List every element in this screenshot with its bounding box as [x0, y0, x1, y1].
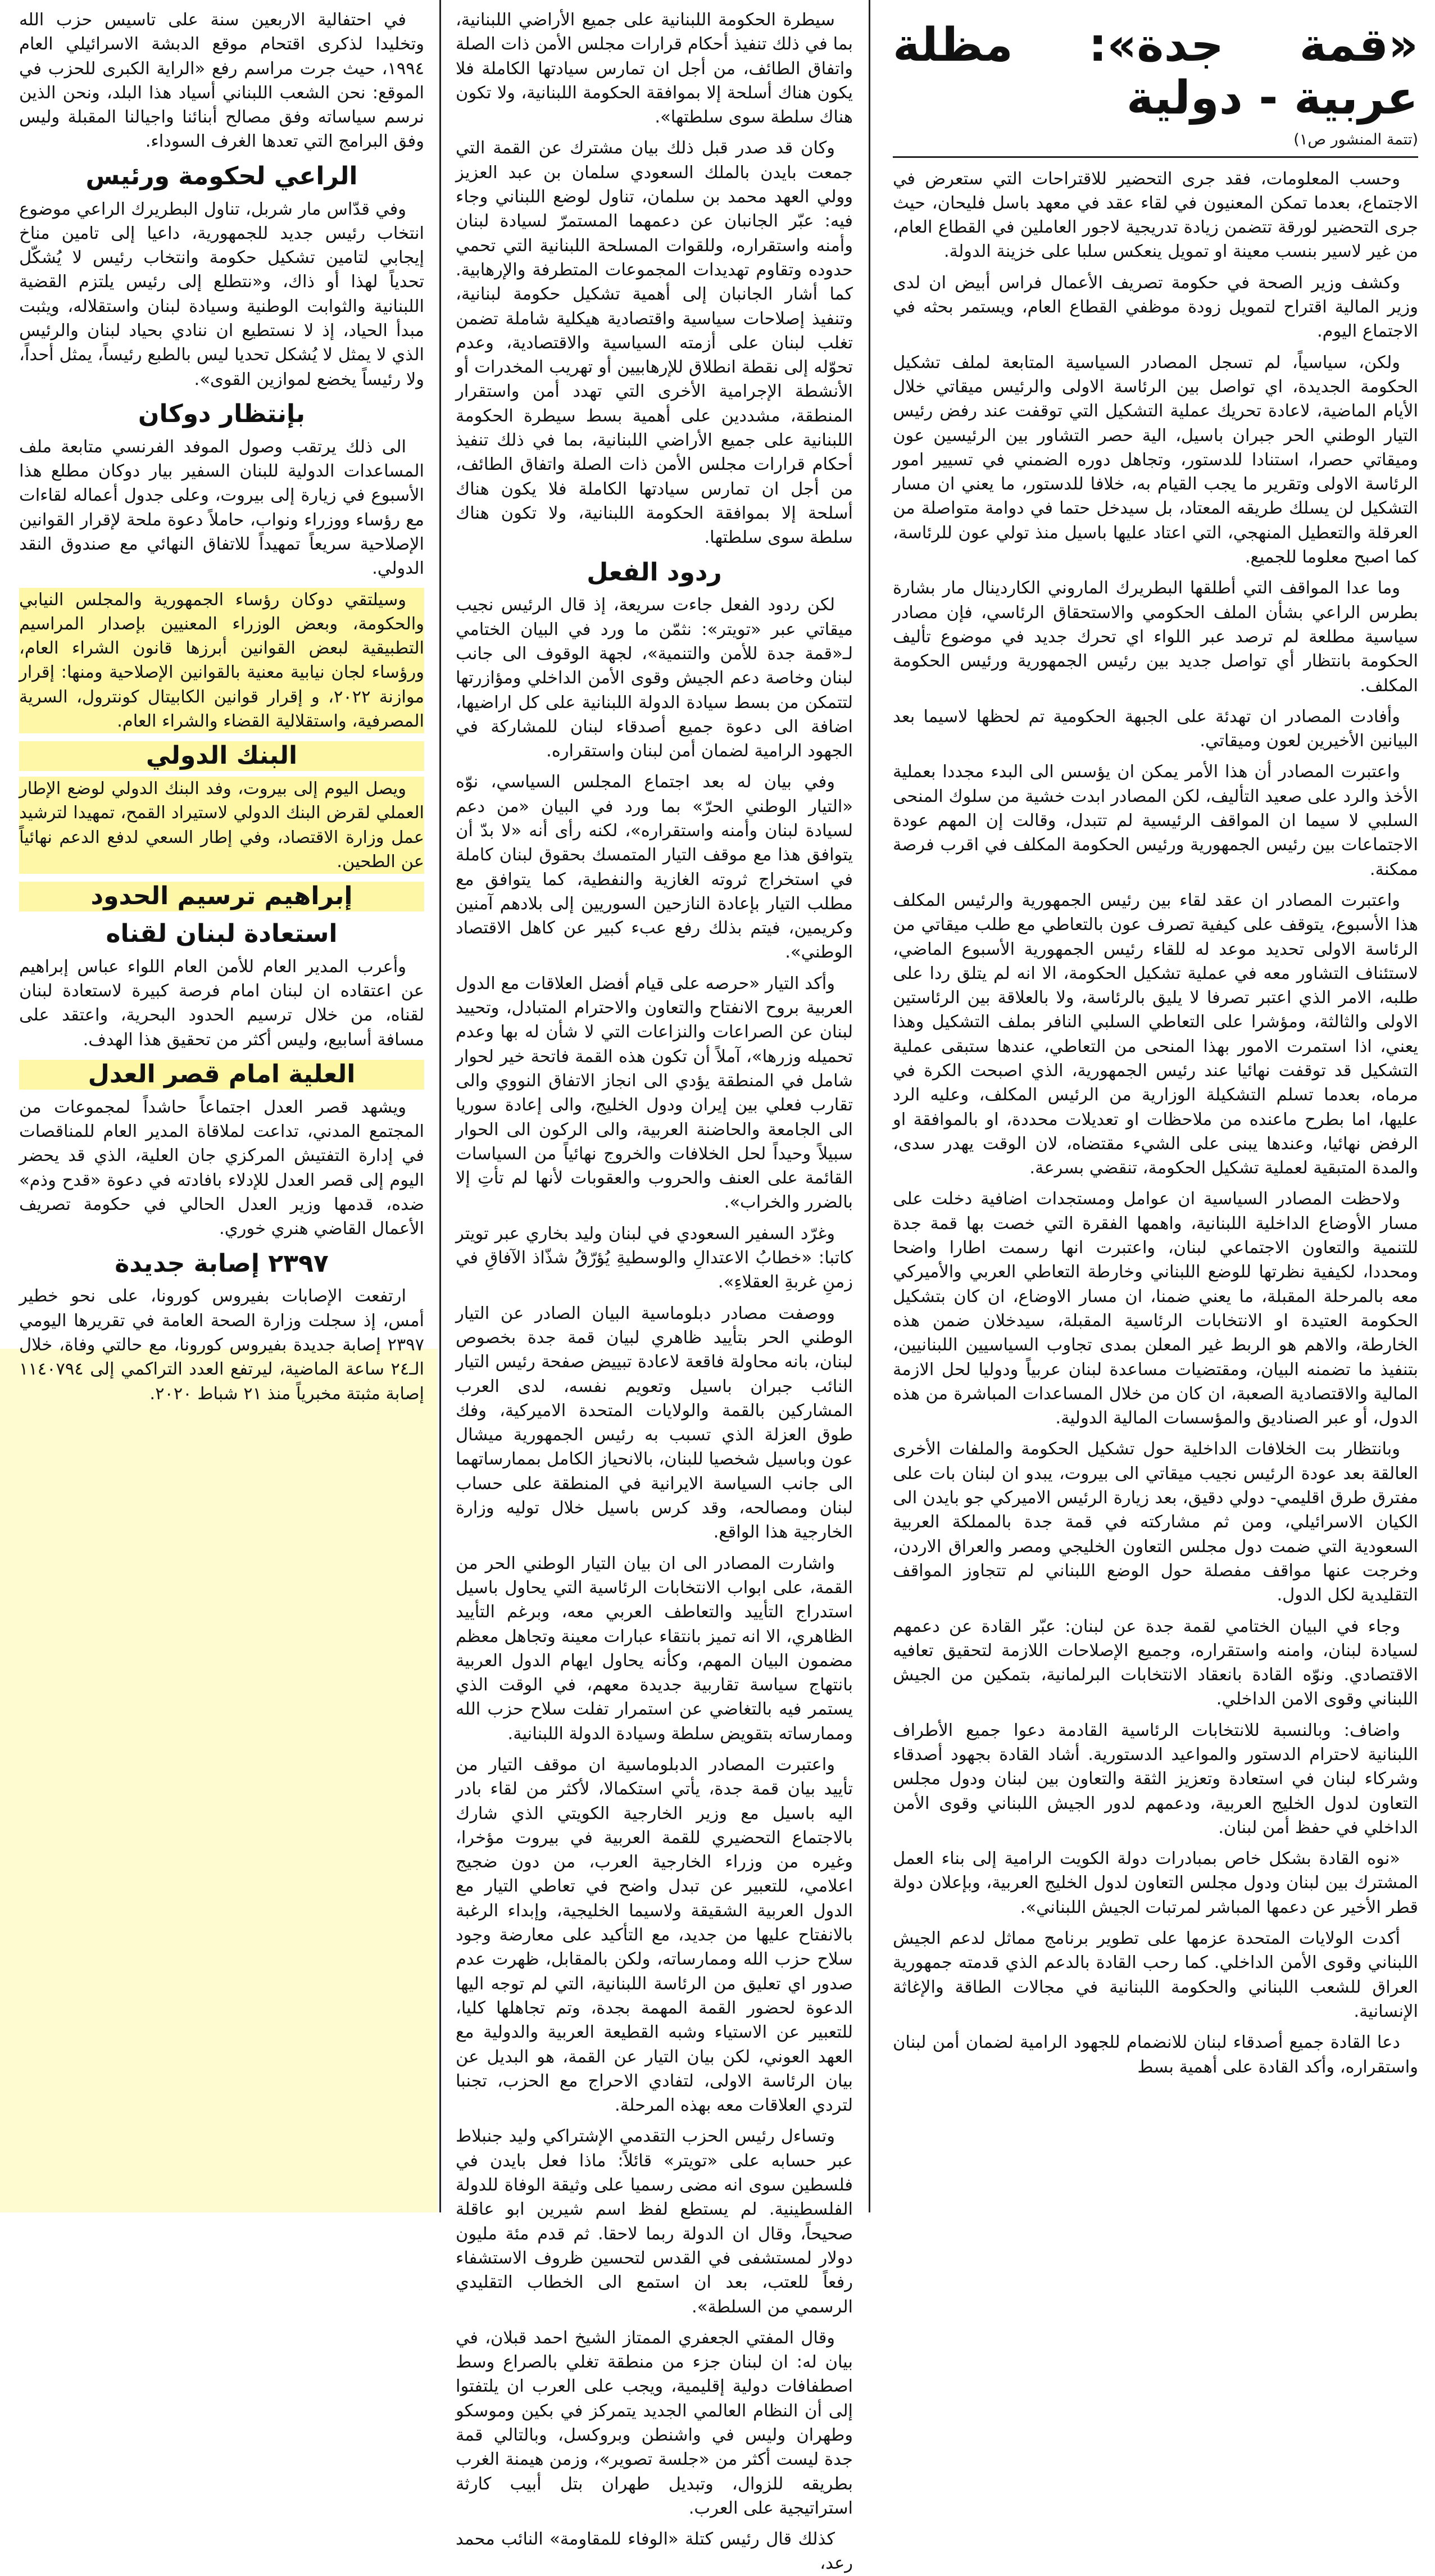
paragraph: الى ذلك يرتقب وصول الموفد الفرنسي متابعة ملف المساعدات الدولية للبنان السفير بيار دوكان مطلع هذا الأسبوع في زيارة إلى بيروت، وعلى جدول أعماله لقاءات مع رؤساء ووزراء ونواب، حاملاً دعوة ملحة لإقرار القوانين الإصلاحية سريعاً تمهيداً للاتفاق النهائي مع صندوق النقد الدولي. — [19, 437, 424, 579]
column-right — [869, 0, 1435, 2212]
paragraph: واشارت المصادر الى ان بيان التيار الوطني الحر من القمة، على ابواب الانتخابات الرئاسية التي يحاول باسيل استدراج التأييد والتعاطف العربي معه، وبرغم التأييد الظاهري، الا انه تميز بانتقاء عبارات معينة وتجاهل معظم مضمون البيان المهم، وكأنه يحاول ايهام الدول العربية بانتهاج سياسة تقاربية جديدة معهم، في الوقت الذي يستمر فيه بالتغاضي عن استمرار تفلت سلاح حزب الله وممارساته بتقويض سلطة وسيادة الدولة اللبنانية. — [456, 1553, 853, 1744]
headline: «قمة جدة»: مظلة عربية - دولية — [893, 19, 1418, 125]
paragraph: واعتبرت المصادر ان عقد لقاء بين رئيس الجمهورية والرئيس المكلف هذا الأسبوع، يتوقف على كيفية تصرف عون بالتعاطي مع طلب ميقاتي من الرئاسة الاولى تحديد موعد له للقاء رئيس الجمهورية الأسبوع الماضي، لاستئناف التشاور معه في عملية تشكيل الحكومة، الا انه لم يتلق ردا على طلبه، الامر الذي اعتبر تصرفا لا يليق بالرئاسة، ولا بالعلاقة بين الرئاستين الاولى والثالثة، ومؤشرا على التعاطي السلبي النافر بملف التشكيل وهذا يعني، اذا استمرت الامور بهذا المنحى من التعاطي، عندها ستبقى عملية التشكيل قد توقفت نهائيا عند رئيس الجمهورية، الذي اصبحت الكرة في مرماه، بعدما تسلم التشكيلة الوزارية من الرئيس المكلف، وعليه الرد عليها، اما بطرح ماعنده من ملاحظات او تعديلات محددة، او بالموافقة او الرفض نهائيا، وعندها يبنى على الشيء مقتضاه، لان الوقت يهدر سدى، والمدة المتبقية لعملية تشكيل الحكومة، تنقضي بسرعة. — [893, 890, 1418, 1178]
subheading-ducan: بإنتظار دوكان — [138, 399, 306, 428]
paragraph: وأعرب المدير العام للأمن العام اللواء عباس إبراهيم عن اعتقاده ان لبنان امام فرصة كبيرة لاستعادة لبنان لقناه، من خلال ترسيم الحدود البحرية، واعتقد على مسافة أسابيع، وليس أكثر من تحقيق هذا الهدف. — [19, 956, 424, 1050]
paragraph: وكشف وزير الصحة في حكومة تصريف الأعمال فراس أبيض ان لدى وزير المالية اقتراح لتمويل زودة موظفي القطاع العام، ويستمر بحثه في الاجتماع اليوم. — [893, 273, 1418, 342]
highlight-blank-area — [0, 1349, 438, 2212]
paragraph: وفي قدّاس مار شربل، تناول البطريرك الراعي موضوع انتخاب رئيس جديد للجمهورية، داعيا إلى تامين مناخ إيجابي لتامين تشكيل حكومة وانتخاب رئيس لا يُشكّل تحدياً لهذا أو ذاك، و«نتطلع إلى رئيس يلتزم القضية اللبنانية والثوابت الوطنية وسيادة لبنان واستقلاله، ويثبت مبدأ الحياد، إذ لا نستطيع ان ننادي بحياد لبنان والرئيس الذي لا يمثل لا يُشكل تحديا ليس بالطبع رئيساً، يمثل أحداً، ولا رئيساً يخضع لموازين القوى». — [19, 199, 424, 389]
paragraph: ارتفعت الإصابات بفيروس كورونا، على نحو خطير أمس، إذ سجلت وزارة الصحة العامة في تقريرها اليومي ٢٣٩٧ إصابة جديدة بفيروس كورونا، مع حالتي وفاة، خلال الـ٢٤ ساعة الماضية، ليرتفع العدد التراكمي إلى ١١٤٠٧٩٤ إصابة مثبتة مخبرياً منذ ٢١ شباط ٢٠٢٠. — [19, 1286, 424, 1404]
paragraph: واضاف: وبالنسبة للانتخابات الرئاسية القادمة دعوا جميع الأطراف اللبنانية لاحترام الدستور والمواعيد الدستورية. أشاد القادة بجهود أصدقاء وشركاء لبنان في استعادة وتعزيز الثقة والتعاون بين لبنان ودول مجلس التعاون لدول الخليج العربية، ودعمهم لدور الجيش اللبناني وقوى الأمن الداخلي في حفظ أمن لبنان. — [893, 1720, 1418, 1838]
paragraph: وسيلتقي دوكان رؤساء الجمهورية والمجلس النيابي والحكومة، وبعض الوزراء المعنيين بإصدار المراسيم التطبيقية لبعض القوانين أبرزها قانون الشراء العام، ورؤساء لجان نيابية معنية بالقوانين الإصلاحية ومنها: إقرار موازنة ٢٠٢٢، و إقرار قوانين الكابيتال كونترول، السرية المصرفية، واستقلالية القضاء والشراء العام. — [19, 588, 424, 734]
paragraph: كذلك قال رئيس كتلة «الوفاء للمقاومة» النائب محمد رعد، — [456, 2529, 853, 2574]
paragraph: أكدت الولايات المتحدة عزمها على تطوير برنامج مماثل لدعم الجيش اللبناني وقوى الأمن الداخلي. كما رحب القادة بالدعم الذي قدمته جمهورية العراق للشعب اللبناني والحكومة اللبنانية في مجالات الطاقة والإغاثة الإنسانية. — [893, 1929, 1418, 2021]
paragraph: في احتفالية الاربعين سنة على تاسيس حزب الله وتخليدا لذكرى اقتحام موقع الدبشة الاسرائيلي العام ١٩٩٤، حيث جرت مراسم رفع «الراية الكبرى للحزب في الموقع: نحن الشعب اللبناني أسياد هذا البلد، ونحن الذين نرسم سياساته وفق مصالح أبنائنا واجيالنا المقبلة وليس وفق البرامج التي تعدها الغرف السوداء. — [19, 10, 424, 152]
paragraph: «نوه القادة بشكل خاص بمبادرات دولة الكويت الرامية إلى بناء العمل المشترك بين لبنان ودول مجلس التعاون لدول الخليج العربية، وبإعلان دولة قطر الأخير عن دعمها المباشر لمرتبات الجيش اللبناني». — [893, 1849, 1418, 1917]
paragraph: وقال المفتي الجعفري الممتاز الشيخ احمد قبلان، في بيان له: ان لبنان جزء من منطقة تغلي بالصراع وسط اصطفافات دولية إقليمية، ويجب على العرب ان يلتفتوا إلى أن النظام العالمي الجديد يتمركز في بكين وموسكو وطهران وليس في واشنطن وبروكسل، وبالتالي قمة جدة ليست أكثر من «جلسة تصوير»، وزمن هيمنة الغرب بطريقه للزوال، وتبديل طهران بتل أبيب كارثة استراتيجية على العرب. — [456, 2328, 853, 2518]
paragraph: وتساءل رئيس الحزب التقدمي الإشتراكي وليد جنبلاط عبر حسابه على «تويتر» قائلاً: ماذا فعل بايدن في فلسطين سوى انه مضى رسميا على وثيقة الوفاة للدولة الفلسطينية. لم يستطع لفظ اسم شيرين ابو عاقلة صحيحاً، وقال ان الدولة ربما لاحقا. ثم قدم مئة مليون دولار لمستشفى في القدس لتحسين ظروف الاستشفاء رفعاً للعتب، بعد ان استمع الى الخطاب التقليدي الرسمي من السلطة». — [456, 2126, 853, 2317]
subheading-covid: ٢٣٩٧ إصابة جديدة — [115, 1249, 329, 1278]
paragraph: وغرّد السفير السعودي في لبنان وليد بخاري عبر تويتر كاتبا: «خطابُ الاعتدالِ والوسطيةِ يُؤرّقُ شذّاذ الآفاقِ في زمنِ غربةِ العقلاءِ». — [456, 1223, 853, 1292]
paragraph: وجاء في البيان الختامي لقمة جدة عن لبنان: عبّر القادة عن دعمهم لسيادة لبنان، وامنه واستقراره، وجميع الإصلاحات اللازمة لتحقيق تعافيه الاقتصادي. ونوّه القادة بانعقاد الانتخابات البرلمانية، بتمكين من الجيش اللبناني وقوى الامن الداخلي. — [893, 1616, 1418, 1709]
paragraph: ووصفت مصادر دبلوماسية البيان الصادر عن التيار الوطني الحر بتأييد ظاهري لبيان قمة جدة بخصوص لبنان، بانه محاولة فاقعة لاعادة تبييض صفحة رئيس التيار النائب جبران باسيل وتعويم نفسه، لدى العرب المشاركين بالقمة والولايات المتحدة الاميركية، وفك طوق العزلة الذي تسبب به رئيس الجمهورية ميشال عون وباسيل شخصيا للبنان، بالانحياز الكامل بممارساتهما الى جانب السياسة الايرانية في المنطقة على حساب لبنان ومصالحه، وقد كرس باسيل خلال توليه وزارة الخارجية هذا الواقع. — [456, 1303, 853, 1543]
column-left — [0, 0, 438, 2212]
paragraph: واعتبرت المصادر أن هذا الأمر يمكن ان يؤسس الى البدء مجددا بعملية الأخذ والرد على صعيد التأليف، لكن المصادر ابدت خشية من سلوك المنحى السلبي لا سيما ان المواقف الرئيسية لم تتبدل، وقالت إن المهم عودة الاجتماعات بين رئيس الجمهورية ورئيس الحكومة المكلف في اقرب فرصة ممكنة. — [893, 762, 1418, 879]
paragraph: وأفادت المصادر ان تهدئة على الجبهة الحكومية تم لحظها لاسيما بعد البيانين الأخيرين لعون وميقاتي. — [893, 706, 1418, 751]
paragraph: وحسب المعلومات، فقد جرى التحضير للاقتراحات التي ستعرض في الاجتماع، بعدما تمكن المعنيون في لقاء عقد في معهد باسل فليحان، حيث جرى التحضير لورقة تتضمن زيادة تدريجية لاجور العاملين في القطاع العام، من غير لاسير بنسب معينة او تمويل ينعكس سلبا على خزينة الدولة. — [893, 169, 1418, 262]
paragraph: ولاحظت المصادر السياسية ان عوامل ومستجدات اضافية دخلت على مسار الأوضاع الداخلية اللبنانية، واهمها الفقرة التي خصت بها قمة جدة للتنمية والتعاون الاجتماعي لبنان، واعتبرت انها رسمت اطارا واضحا ومحددا، لكيفية نظرتها للوضع اللبناني وخارطة التعاطي العربي والأميركي معه بالمرحلة المقبلة، ما يعني ضمنا، ان مسار الاوضاع، ان كان بتشكيل الحكومة العتيدة او الانتخابات الرئاسية المقبلة، سيدخلان ضمن هذه الخارطة، والاهم هو الربط غير المعلن بمدى تجاوب السياسيين اللبنانيين، بتنفيذ ما تضمنه البيان، ومقتضيات مساعدة لبنان عربياً ودوليا لحل الازمة المالية والاقتصادية الصعبة، ان كان من خلال المساعدات المباشرة من هذه الدول، أو عبر الصناديق والمؤسسات المالية الدولية. — [893, 1189, 1418, 1428]
paragraph: ويشهد قصر العدل اجتماعاً حاشداً لمجموعات من المجتمع المدني، تداعت لملاقاة المدير العام للمناقصات في إدارة التفتيش المركزي جان العلية، الذي قد يحضر اليوم إلى قصر العدل للإدلاء بافادته في دعوة «قدح وذم» ضده، قدمها وزير العدل الحالي في حكومة تصريف الأعمال القاضي هنري خوري. — [19, 1097, 424, 1239]
paragraph: ويصل اليوم إلى بيروت، وفد البنك الدولي لوضع الإطار العملي لقرض البنك الدولي لاستيراد القمح، تمهيدا لترشيد عمل وزارة الاقتصاد، وفي إطار السعي لدفع الدعم نهائياً عن الطحين. — [19, 777, 424, 874]
column-right-body — [893, 167, 1418, 2079]
paragraph: وبانتظار بت الخلافات الداخلية حول تشكيل الحكومة والملفات الأخرى العالقة بعد عودة الرئيس نجيب ميقاتي الى بيروت، يبدو ان لبنان بات على مفترق طرق اقليمي- دولي دقيق، بعد زيارة الرئيس الاميركي جو بايدن الى الكيان الاسرائيلي، ومن ثم مشاركته في قمة جدة بالمملكة العربية السعودية التي ضمت دول مجلس التعاون الخليجي ومصر والعراق الاردن، وخرجت عنها مواقف مفصلة حول الوضع اللبناني لم تتجاوز المواقف التقليدية لكل الدول. — [893, 1439, 1418, 1606]
paragraph: واعتبرت المصادر الدبلوماسية ان موقف التيار من تأييد بيان قمة جدة، يأتي استكمالا، لأكثر من لقاء بادر اليه باسيل مع وزير الخارجية الكويتي الذي شارك بالاجتماع التحضيري للقمة العربية في بيروت مؤخرا، وغيره من وزراء الخارجية العرب، من دون ضجيج اعلامي، للتعبير عن تبدل واضح في تعاطي التيار مع الدول العربية الشقيقة ولاسيما الخليجية، وإبداء الرغبة بالانفتاح عليها من جديد، مع التأكيد على معارضة وجود سلاح حزب الله وممارساته، ولكن بالمقابل، ظهرت عدم صدور اي تعليق من الرئاسة اللبنانية، التي لم توجه اليها الدعوة لحضور القمة المهمة بجدة، وتم تجاهلها كليا، للتعبير عن الاستياء وشبه القطيعة العربية والدولية مع العهد العوني، لكن بيان التيار عن القمة، هو البديل عن بيان الرئاسة الاولى، لتفادي الاحراج مع الحزب، تجنبا لتردي العلاقات معه بهذه المرحلة. — [456, 1754, 853, 2116]
paragraph: سيطرة الحكومة اللبنانية على جميع الأراضي اللبنانية، بما في ذلك تنفيذ أحكام قرارات مجلس الأمن ذات الصلة واتفاق الطائف، من أجل ان تمارس سيادتها الكاملة فلا يكون هناك أسلحة إلا بموافقة الحكومة اللبنانية، ولا تكون هناك سلطة سوى سلطتها». — [456, 10, 853, 128]
column-middle — [439, 0, 868, 2574]
subheading-worldbank: البنك الدولي — [19, 741, 424, 771]
paragraph: وفي بيان له بعد اجتماع المجلس السياسي، نوّه «التيار الوطني الحرّ» بما ورد في البيان «من دعم لسيادة لبنان وأمنه واستقراره»، لكنه رأى أنه «لا بدّ أن يتوافق هذا مع موقف التيار المتمسك بحقوق لبنان كاملة في استخراج ثروته الغازية والنفطية، كما يتوافق مع مطلب التيار بإعادة النازحين السوريين إلى بلادهم آمنين وكريمين، فيتم بذلك رفع عبء كبير عن كاهل الاقتصاد الوطني». — [456, 772, 853, 963]
subheading-justice: العلية امام قصر العدل — [19, 1060, 424, 1090]
paragraph: دعا القادة جميع أصدقاء لبنان للانضمام للجهود الرامية لضمان أمن لبنان واستقراره، وأكد القادة على أهمية بسط — [893, 2033, 1418, 2077]
paragraph: ولكن، سياسياً، لم تسجل المصادر السياسية المتابعة لملف تشكيل الحكومة الجديدة، اي تواصل بين الرئاسة الاولى والرئيس ميقاتي خلال الأيام الماضية، لاعادة تحريك عملية التشكيل التي توقفت عند رفض رئيس التيار الوطني الحر جبران باسيل، الية حصر التشاور بين الرئيسين عون وميقاتي حصرا، استنادا للدستور، وتجاهل دوره الضمني في تسيير امور الرئاسة الاولى وتقرير ما يجب القيام به، خلافا للدستور، ما يعني ان مسار التشكيل لن يسلك طريقه المعتاد، بل سيدخل حتما في دوامة متواصلة من العرقلة والتعطيل المنهجي، التي اعتاد عليها باسيل منذ تولي عون للرئاسة، كما اصبح معلوما للجميع. — [893, 352, 1418, 568]
continued-note: (تتمة المنشور ص١) — [1293, 130, 1418, 148]
subheading-patriarch: الراعي لحكومة ورئيس — [85, 161, 358, 191]
paragraph: وأكد التيار «حرصه على قيام أفضل العلاقات مع الدول العربية بروح الانفتاح والتعاون والاحترام المتبادل، وتحييد لبنان عن الصراعات والنزاعات التي لا شأن له بها وعدم تحميله وزرها»، آملاً أن تكون هذه القمة فاتحة خير لحوار شامل في المنطقة يؤدي الى انجاز الاتفاق النووي والى تقارب فعلي بين إيران ودول الخليج، والى إعادة سوريا الى الجامعة والحاضنة العربية، والى الركون الى الحوار سبيلاً وحيداً لحل الخلافات والخروج نهائياً من السياسات القائمة على العنف والحروب والعقوبات لأنها لم تأتِ إلا بالضرر والخراب». — [456, 973, 853, 1213]
subheading-reactions: ردود الفعل — [587, 557, 722, 587]
paragraph: وما عدا المواقف التي أطلقها البطريرك الماروني الكاردينال مار بشارة بطرس الراعي بشأن الملف الحكومي والاستحقاق الرئاسي، فإن مصادر سياسية مطلعة لم ترصد عبر اللواء اي تحرك جديد في موضوع تأليف الحكومة بانتظار أي تواصل جديد بين رئيس الجمهورية ورئيس الحكومة المكلف. — [893, 578, 1418, 696]
headline-rule — [893, 156, 1418, 158]
subheading-ibrahim: إبراهيم ترسيم الحدود — [19, 882, 424, 911]
subheading-restore: استعادة لبنان لقناه — [106, 919, 338, 949]
paragraph: وكان قد صدر قبل ذلك بيان مشترك عن القمة التي جمعت بايدن بالملك السعودي سلمان بن عبد العزيز وولي العهد محمد بن سلمان، تناول لوضع اللبناني وجاء فيه: عبّر الجانبان عن دعمهما المستمرّ لسيادة لبنان وأمنه واستقراره، وللقوات المسلحة اللبنانية التي تحمي حدوده وتقاوم تهديدات المجموعات المتطرفة والإرهابية. كما أشار الجانبان إلى أهمية تشكيل حكومة لبنانية، وتنفيذ إصلاحات سياسية واقتصادية هيكلية شاملة تضمن تغلب لبنان على أزمته السياسية والاقتصادية، وعدم تحوّله إلى نقطة انطلاق للإرهابيين أو تهريب المخدرات أو الأنشطة الإجرامية الأخرى التي تهدد أمن واستقرار المنطقة، مشددين على أهمية بسط سيطرة الحكومة اللبنانية على جميع الأراضي اللبنانية، بما في ذلك تنفيذ أحكام قرارات مجلس الأمن ذات الصلة واتفاق الطائف، من أجل ان تمارس سيادتها الكاملة فلا يكون هناك أسلحة إلا بموافقة الحكومة اللبنانية، ولا تكون هناك سلطة سوى سلطتها. — [456, 138, 853, 548]
paragraph: لكن ردود الفعل جاءت سريعة، إذ قال الرئيس نجيب ميقاتي عبر «تويتر»: نثمّن ما ورد في البيان الختامي لـ«قمة جدة للأمن والتنمية»، لجهة الوقوف الى جانب لبنان وخاصة دعم الجيش وقوى الأمن الداخلي ومؤازرتها لتتمكن من بسط سيادة الدولة اللبنانية على كل اراضيها، اضافة الى دعوة جميع أصدقاء لبنان للمشاركة في الجهود الرامية لضمان أمن لبنان واستقراره. — [456, 595, 853, 761]
